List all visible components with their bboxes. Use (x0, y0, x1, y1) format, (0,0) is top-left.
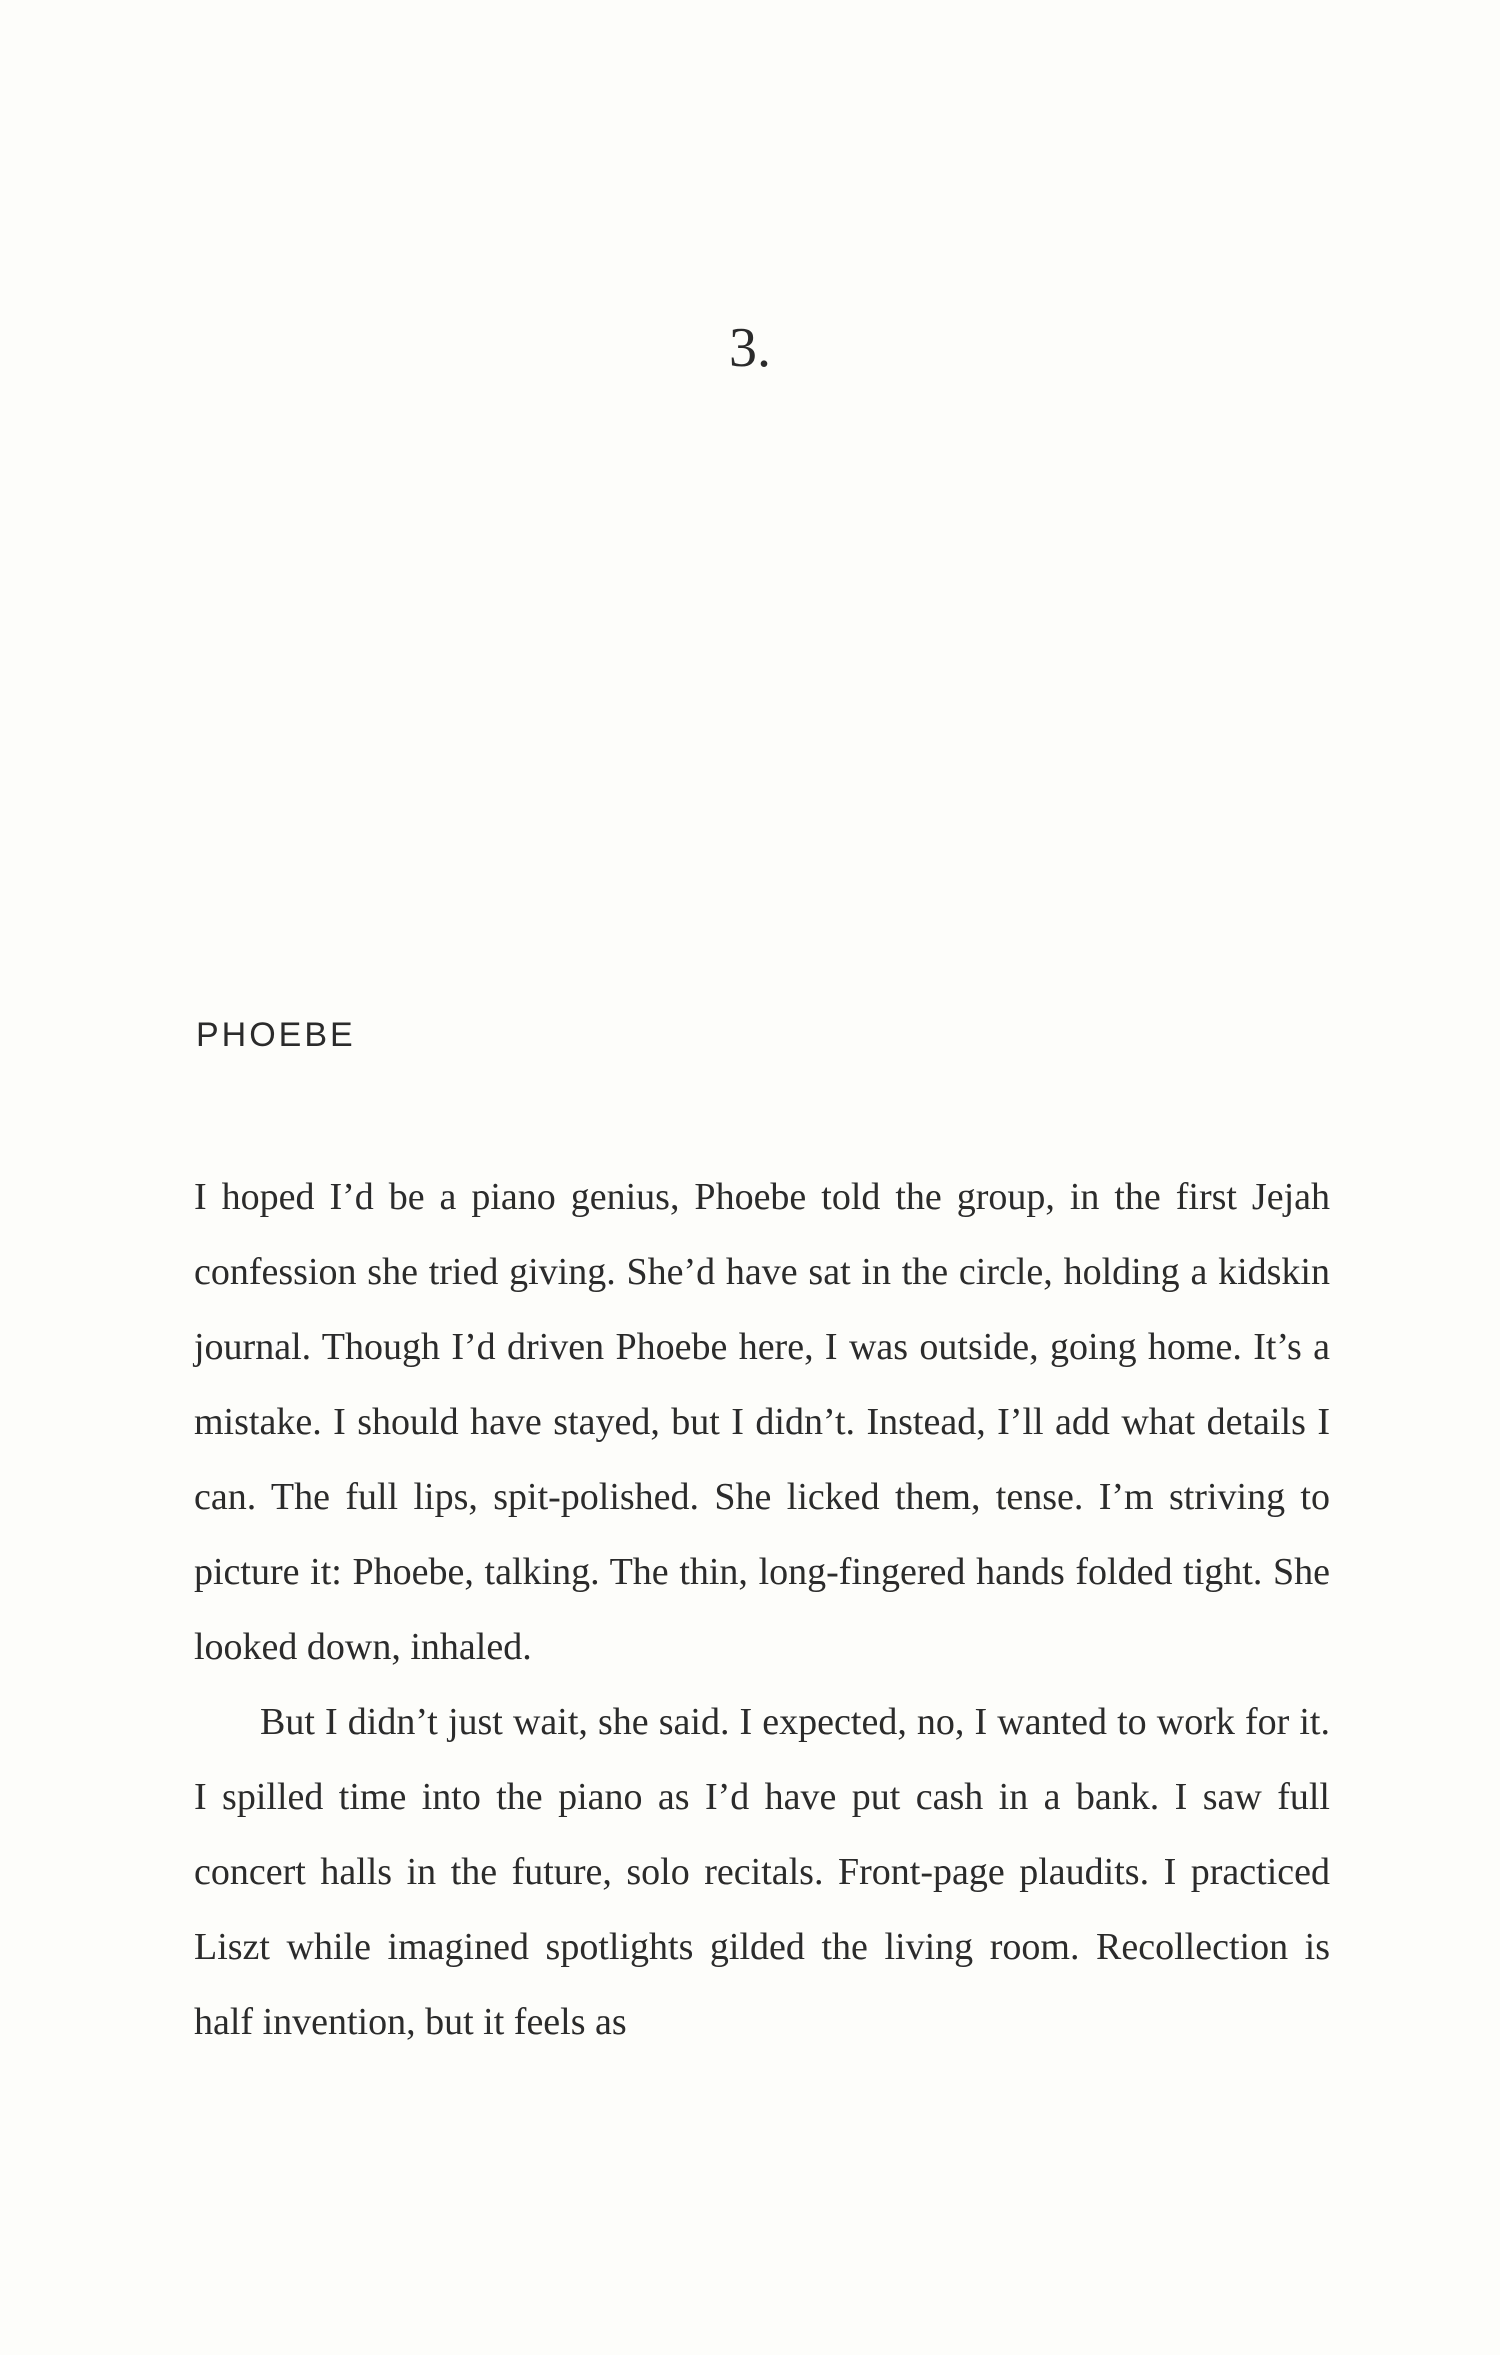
chapter-number: 3. (729, 317, 771, 379)
paragraph: I hoped I’d be a piano genius, Phoebe told the group, in the first Jejah confession she tried giving. She’d have sat in the circle, holding a kidskin journal. Though I’d driven Phoebe here, I was outside, going home. It’s a mistake. I should have stayed, but I didn’t. Instead, I’ll add what details I can. The full lips, spit-polished. She licked them, tense. I’m striving to picture it: Phoebe, talking. The thin, long-fingered hands folded tight. She looked down, inhaled. (194, 1176, 1330, 1668)
section-heading: PHOEBE (196, 1016, 356, 1054)
paragraph: But I didn’t just wait, she said. I expected, no, I wanted to work for it. I spilled time into the piano as I’d have put cash in a bank. I saw full concert halls in the future, solo recitals. Front-page plaudits. I practiced Liszt while imagined spotlights gilded the living room. Recollection is half invention, but it feels as (194, 1701, 1330, 2043)
body-text (194, 1160, 1330, 2060)
